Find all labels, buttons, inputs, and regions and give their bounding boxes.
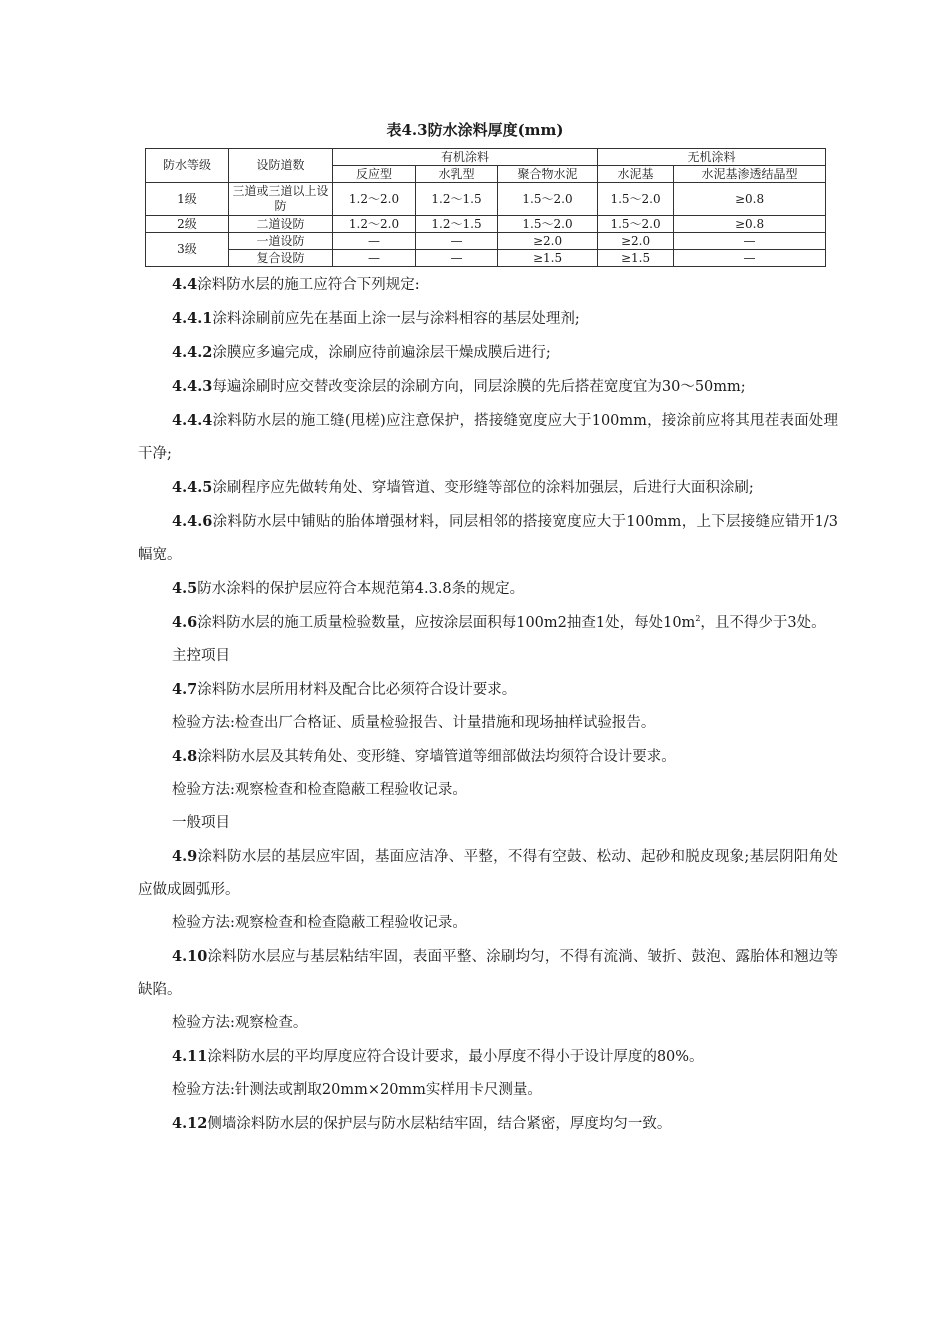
clause-text: 涂料防水层的施工应符合下列规定: <box>197 277 420 293</box>
clause-text: 涂料防水层的平均厚度应符合设计要求，最小厚度不得小于设计厚度的80%。 <box>207 1049 704 1065</box>
cell-emulsion: — <box>416 233 498 250</box>
table-row <box>146 250 826 267</box>
cell-emulsion: — <box>416 250 498 267</box>
cell-lines: 二道设防 <box>229 216 333 233</box>
clause-text: ，且不得少于3处。 <box>700 615 826 631</box>
cell-cement-based: 1.5～2.0 <box>598 216 674 233</box>
clause-text: 涂料涂刷前应先在基面上涂一层与涂料相容的基层处理剂; <box>212 311 580 327</box>
clause-4-11 <box>138 1040 838 1074</box>
header-organic: 有机涂料 <box>333 149 598 166</box>
clause-text: 防水涂料的保护层应符合本规范第4.3.8条的规定。 <box>197 581 525 597</box>
table-header-row <box>146 149 826 166</box>
cell-polymer-cement: 1.5～2.0 <box>498 216 598 233</box>
inspection-method: 检验方法:检查出厂合格证、质量检验报告、计量措施和现场抽样试验报告。 <box>172 715 656 731</box>
clause-text: 涂料防水层的施工质量检验数量，应按涂层面积每100m2抽查1处，每处10m <box>197 615 696 631</box>
header-polymer-cement: 聚合物水泥 <box>498 166 598 183</box>
inspection-method: 检验方法:针测法或割取20mm×20mm实样用卡尺测量。 <box>172 1082 542 1098</box>
table-row <box>146 183 826 216</box>
clause-4-5 <box>138 572 838 606</box>
header-reactive: 反应型 <box>333 166 416 183</box>
clause-4-4-2 <box>138 336 838 370</box>
clause-number: 4.4.2 <box>172 344 213 361</box>
clause-text: 涂料防水层所用材料及配合比必须符合设计要求。 <box>197 682 517 698</box>
clause-text: 涂料防水层中铺贴的胎体增强材料，同层相邻的搭接宽度应大于100mm，上下层接缝应错开1/3幅宽。 <box>138 514 838 563</box>
cell-crystalline: ≥0.8 <box>674 183 826 216</box>
cell-cement-based: ≥2.0 <box>598 233 674 250</box>
clause-text: 侧墙涂料防水层的保护层与防水层粘结牢固，结合紧密，厚度均匀一致。 <box>207 1116 672 1132</box>
cell-reactive: — <box>333 233 416 250</box>
clause-number: 4.5 <box>172 580 198 597</box>
cell-grade: 1级 <box>146 183 229 216</box>
clause-text: 涂料防水层及其转角处、变形缝、穿墙管道等细部做法均须符合设计要求。 <box>197 749 676 765</box>
clause-text: 每遍涂刷时应交替改变涂层的涂刷方向，同层涂膜的先后搭茬宽度宜为30～50mm; <box>212 379 746 395</box>
clause-number: 4.10 <box>172 948 208 965</box>
clause-number: 4.4.1 <box>172 310 213 327</box>
clause-number: 4.6 <box>172 614 198 631</box>
cell-grade: 3级 <box>146 233 229 267</box>
cell-reactive: 1.2～2.0 <box>333 183 416 216</box>
cell-cement-based: 1.5～2.0 <box>598 183 674 216</box>
section-heading-general: 一般项目 <box>172 815 230 831</box>
clause-4-4-5 <box>138 471 838 505</box>
clause-number: 4.12 <box>172 1115 208 1132</box>
cell-lines: 复合设防 <box>229 250 333 267</box>
section-heading-main: 主控项目 <box>172 648 230 664</box>
clause-text: 涂刷程序应先做转角处、穿墙管道、变形缝等部位的涂料加强层，后进行大面积涂刷; <box>212 480 754 496</box>
cell-crystalline: — <box>674 250 826 267</box>
superscript: 2 <box>695 614 701 624</box>
inspection-method: 检验方法:观察检查和检查隐蔽工程验收记录。 <box>172 782 467 798</box>
clause-number: 4.11 <box>172 1048 208 1065</box>
clause-number: 4.4 <box>172 276 198 293</box>
header-crystalline: 水泥基渗透结晶型 <box>674 166 826 183</box>
table-title: 表4.3防水涂料厚度(mm) <box>386 121 564 139</box>
clause-number: 4.4.6 <box>172 513 213 530</box>
coating-thickness-table <box>145 148 826 267</box>
clause-4-4-6 <box>138 505 838 572</box>
inspection-method: 检验方法:观察检查和检查隐蔽工程验收记录。 <box>172 915 467 931</box>
clause-4-9 <box>138 840 838 907</box>
cell-polymer-cement: ≥1.5 <box>498 250 598 267</box>
cell-polymer-cement: 1.5～2.0 <box>498 183 598 216</box>
clause-text: 涂料防水层应与基层粘结牢固，表面平整、涂刷均匀，不得有流淌、皱折、鼓泡、露胎体和翘边等缺陷。 <box>138 949 838 998</box>
clause-4-4 <box>138 268 838 302</box>
header-inorganic: 无机涂料 <box>598 149 826 166</box>
cell-crystalline: ≥0.8 <box>674 216 826 233</box>
cell-reactive: 1.2～2.0 <box>333 216 416 233</box>
cell-polymer-cement: ≥2.0 <box>498 233 598 250</box>
cell-crystalline: — <box>674 233 826 250</box>
body-text <box>138 268 838 1141</box>
clause-text: 涂膜应多遍完成，涂刷应待前遍涂层干燥成膜后进行; <box>212 345 551 361</box>
header-lines: 设防道数 <box>229 149 333 183</box>
clause-4-6 <box>138 606 838 640</box>
clause-4-4-4 <box>138 404 838 471</box>
clause-4-8 <box>138 740 838 774</box>
clause-4-7 <box>138 673 838 707</box>
header-emulsion: 水乳型 <box>416 166 498 183</box>
cell-cement-based: ≥1.5 <box>598 250 674 267</box>
clause-4-4-1 <box>138 302 838 336</box>
clause-4-10 <box>138 940 838 1007</box>
header-cement-based: 水泥基 <box>598 166 674 183</box>
clause-4-4-3 <box>138 370 838 404</box>
clause-text: 涂料防水层的基层应牢固，基面应洁净、平整，不得有空鼓、松动、起砂和脱皮现象;基层阴阳角处应做成圆弧形。 <box>138 849 838 898</box>
clause-number: 4.4.5 <box>172 479 213 496</box>
clause-number: 4.7 <box>172 681 198 698</box>
clause-number: 4.4.4 <box>172 412 213 429</box>
clause-number: 4.9 <box>172 848 198 865</box>
cell-lines: 三道或三道以上设防 <box>229 183 333 216</box>
clause-number: 4.8 <box>172 748 198 765</box>
clause-text: 涂料防水层的施工缝(甩槎)应注意保护，搭接缝宽度应大于100mm，接涂前应将其甩茬表面处理干净; <box>138 413 838 462</box>
header-grade: 防水等级 <box>146 149 229 183</box>
cell-reactive: — <box>333 250 416 267</box>
cell-grade: 2级 <box>146 216 229 233</box>
cell-emulsion: 1.2～1.5 <box>416 216 498 233</box>
clause-number: 4.4.3 <box>172 378 213 395</box>
cell-emulsion: 1.2～1.5 <box>416 183 498 216</box>
table-row <box>146 216 826 233</box>
cell-lines: 一道设防 <box>229 233 333 250</box>
inspection-method: 检验方法:观察检查。 <box>172 1015 308 1031</box>
table-row <box>146 233 826 250</box>
clause-4-12 <box>138 1107 838 1141</box>
